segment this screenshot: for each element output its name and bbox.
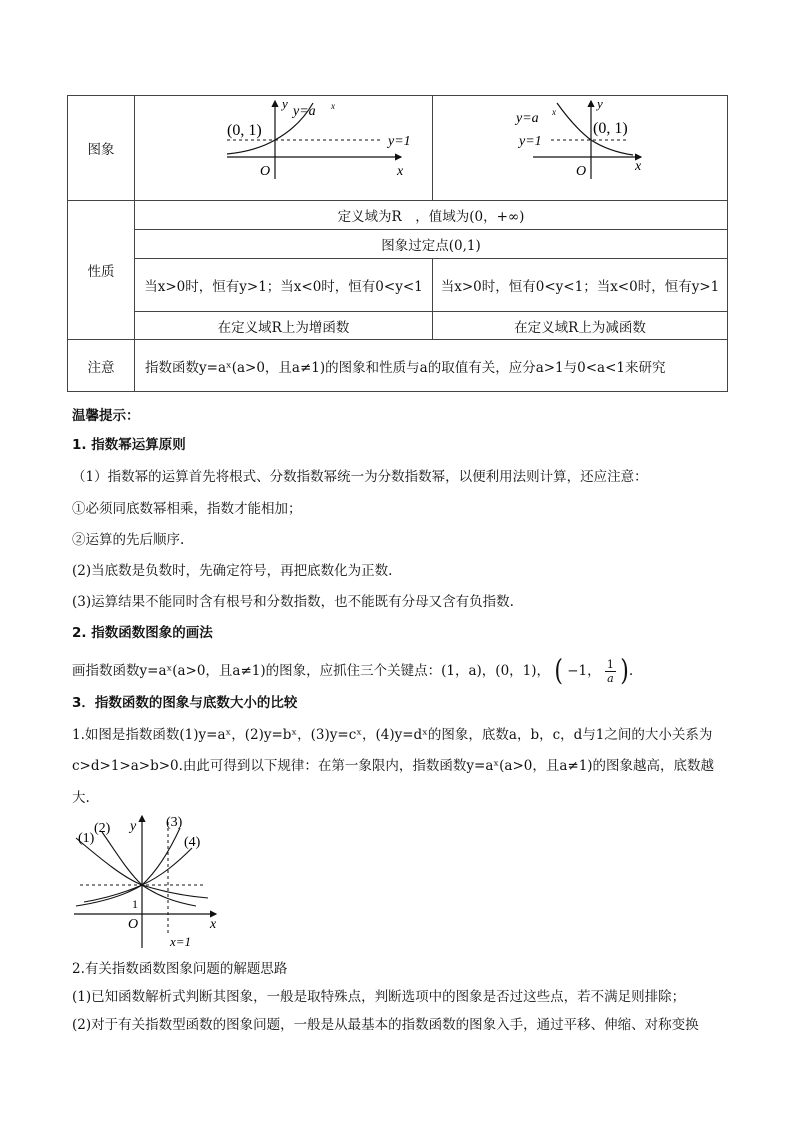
comparison-graph — [72, 812, 227, 952]
section-1-p1: （1）指数幂的运算首先将根式、分数指数幂统一为分数指数幂，以便利用法则计算，还应注意： — [72, 469, 648, 485]
props-row-monotonic — [68, 312, 728, 340]
section-1-p4: (2)当底数是负数时，先确定符号，再把底数化为正数. — [72, 563, 393, 579]
line-label: y=1 — [519, 133, 542, 149]
domain-range-text: 定义域为R ，值域为(0，+∞) — [135, 201, 728, 230]
frac-prefix: −1， — [567, 663, 601, 679]
func-exponent: x — [331, 100, 335, 111]
line-label: y=1 — [388, 133, 411, 149]
frac-numerator: 1 — [606, 658, 614, 671]
decreasing-graph-cell — [433, 96, 728, 201]
increasing-graph-cell — [135, 96, 433, 201]
props-row-domain — [68, 201, 728, 230]
func-label: y=a — [516, 110, 539, 126]
section-1-p3: ②运算的先后顺序. — [72, 532, 185, 548]
decreasing-values-text: 当x>0时，恒有0<y<1；当x<0时，恒有y>1 — [433, 259, 728, 312]
point-label: (0, 1) — [227, 121, 262, 139]
section-3-title: 3．指数函数的图象与底数大小的比较 — [72, 695, 298, 711]
left-paren: ( — [554, 655, 563, 688]
increasing-mono-text: 在定义域R上为增函数 — [135, 312, 433, 340]
origin-label: O — [128, 917, 139, 932]
properties-table — [67, 95, 728, 392]
props-row-fixed-point — [68, 230, 728, 259]
curve-3-label: (3) — [166, 815, 183, 830]
curve-1-label: (1) — [78, 831, 95, 846]
fraction — [605, 658, 616, 685]
section-3-p5: (1)已知函数解析式判断其图象，一般是取特殊点，判断选项中的图象是否过这些点，若不满足则排除； — [72, 989, 686, 1005]
props-row-label: 性质 — [68, 201, 135, 340]
x-one-label: x=1 — [170, 934, 192, 949]
y-label: y — [130, 819, 137, 834]
y-label: y — [597, 96, 603, 111]
section-3-p2: c>d>1>a>b>0.由此可得到以下规律：在第一象限内，指数函数y=aˣ(a>0，且a≠1)的图象越高，底数越 — [72, 758, 715, 774]
point-label: (0, 1) — [593, 119, 628, 137]
image-row — [68, 96, 728, 201]
section-3-p4: 2.有关指数函数图象问题的解题思路 — [72, 961, 288, 977]
note-row-label: 注意 — [68, 340, 135, 392]
decreasing-exponential-graph — [433, 97, 728, 200]
frac-denominator: a — [607, 672, 614, 685]
section-1-p2: ①必须同底数幂相乘，指数才能相加； — [72, 501, 302, 517]
x-label: x — [635, 158, 642, 174]
curve-2-label: (2) — [94, 821, 111, 836]
curve-4-label: (4) — [184, 835, 201, 850]
x-label: x — [210, 917, 217, 932]
section-3-p3: 大. — [72, 790, 90, 806]
section-2-text: 画指数函数y=aˣ(a>0，且a≠1)的图象，应抓住三个关键点：(1，a)，(0，1)， — [72, 663, 551, 679]
note-row — [68, 340, 728, 392]
fixed-point-text: 图象过定点(0,1) — [135, 230, 728, 259]
section-3-p6: (2)对于有关指数型函数的图象问题，一般是从最基本的指数函数的图象入手，通过平移、伸缩、对称变换 — [72, 1017, 699, 1033]
increasing-exponential-graph — [135, 97, 433, 200]
right-paren: ) — [620, 655, 629, 688]
section-3-p1: 1.如图是指数函数(1)y=aˣ，(2)y=bˣ，(3)y=cˣ，(4)y=dˣ的图象，底数a，b，c，d与1之间的大小关系为 — [72, 727, 713, 743]
image-row-label: 图象 — [68, 96, 135, 201]
func-label: y=a — [293, 103, 316, 119]
one-label: 1 — [132, 897, 138, 911]
increasing-values-text: 当x>0时，恒有y>1；当x<0时，恒有0<y<1 — [135, 259, 433, 312]
frac-tail: . — [628, 663, 634, 679]
props-row-values — [68, 259, 728, 312]
section-2-title: 2. 指数函数图象的画法 — [72, 625, 213, 641]
note-text: 指数函数y=aˣ(a>0，且a≠1)的图象和性质与a的取值有关，应分a>1与0<a<1来研究 — [135, 340, 728, 392]
x-label: x — [397, 163, 404, 179]
origin-label: O — [260, 163, 271, 179]
tips-heading: 温馨提示： — [72, 408, 140, 424]
decreasing-mono-text: 在定义域R上为减函数 — [433, 312, 728, 340]
section-1-title: 1. 指数幂运算原则 — [72, 437, 186, 453]
section-1-p5: (3)运算结果不能同时含有根号和分数指数，也不能既有分母又含有负指数. — [72, 594, 514, 610]
origin-label: O — [576, 163, 587, 179]
section-2-p1 — [72, 655, 634, 688]
func-exponent: x — [552, 106, 556, 117]
y-label: y — [282, 96, 288, 111]
